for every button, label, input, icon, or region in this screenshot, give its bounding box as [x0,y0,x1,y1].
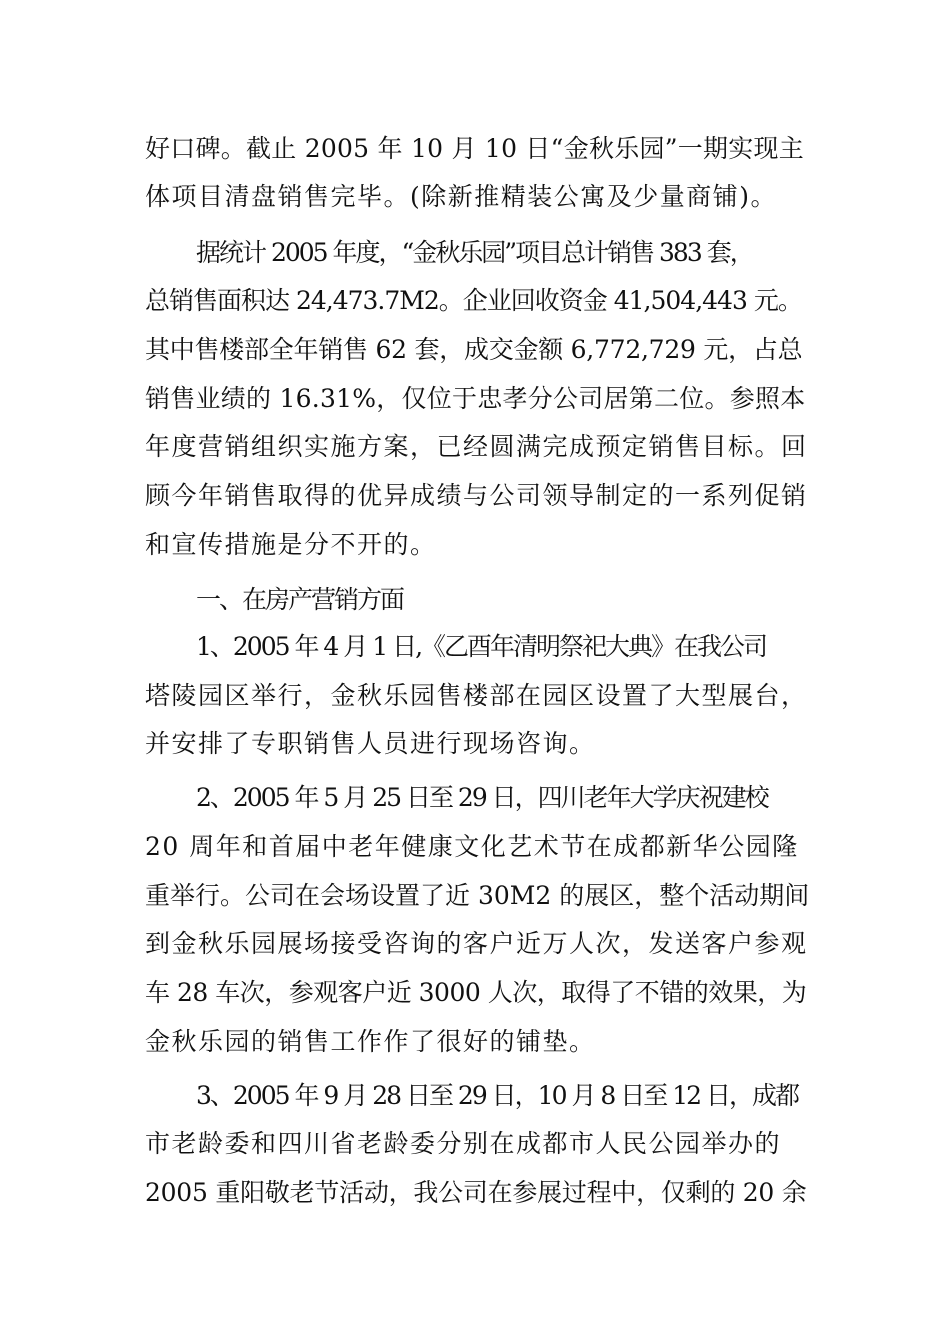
list-item-3-line: 3、2005 年 9 月 28 日至 29 日，10 月 8 日至 12 日，成都 [196,1081,798,1110]
text-line: 市老龄委和四川省老龄委分别在成都市人民公园举办的 [145,1129,782,1158]
text-line: 其中售楼部全年销售 62 套，成交金额 6,772,729 元，占总 [145,335,803,364]
text-line: 好口碑。截止 2005 年 10 月 10 日“金秋乐园”一期实现主 [145,134,804,163]
text-line: 塔陵园区举行，金秋乐园售楼部在园区设置了大型展台， [145,681,808,710]
text-line: 2005 重阳敬老节活动，我公司在参展过程中，仅剩的 20 余 [145,1178,807,1207]
text-line: 体项目清盘销售完毕。(除新推精装公寓及少量商铺)。 [145,182,778,211]
paragraph-start-line: 据统计 2005 年度，“金秋乐园”项目总计销售 383 套， [196,238,753,267]
text-line: 车 28 车次，参观客户近 3000 人次，取得了不错的效果，为 [145,978,807,1007]
text-line: 重举行。公司在会场设置了近 30M2 的展区，整个活动期间 [145,881,810,910]
text-line: 总销售面积达 24,473.7M2。企业回收资金 41,504,443 元。 [145,286,802,315]
text-line: 和宣传措施是分不开的。 [145,530,437,559]
text-line: 金秋乐园的销售工作作了很好的铺垫。 [145,1027,596,1056]
text-line: 年度营销组织实施方案，已经圆满完成预定销售目标。回 [145,432,808,461]
list-item-2-line: 2、2005 年 5 月 25 日至 29 日，四川老年大学庆祝建校 [196,783,768,812]
text-line: 并安排了专职销售人员进行现场咨询。 [145,729,596,758]
text-line: 销售业绩的 16.31%，仅位于忠孝分公司居第二位。参照本 [145,384,806,413]
section-heading: 一、在房产营销方面 [196,585,404,614]
text-line: 20 周年和首届中老年健康文化艺术节在成都新华公园隆 [145,832,799,861]
text-line: 顾今年销售取得的优异成绩与公司领导制定的一系列促销 [145,481,808,510]
text-line: 到金秋乐园展场接受咨询的客户近万人次，发送客户参观 [145,929,808,958]
list-item-1-line: 1、2005 年 4 月 1 日,《乙酉年清明祭祀大典》在我公司 [196,632,767,661]
